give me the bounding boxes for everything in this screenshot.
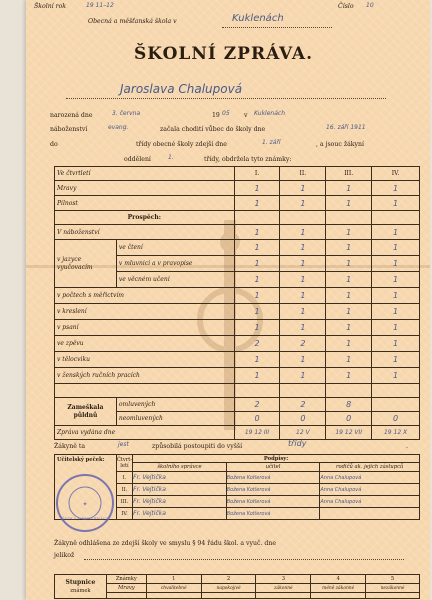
scale-num: 4 xyxy=(311,575,366,584)
grade-cell: 1 xyxy=(326,320,372,336)
grade-row-psani xyxy=(55,320,420,336)
born-date: 3. června xyxy=(112,110,141,117)
grade-cell: 1 xyxy=(234,352,280,368)
row-label: v kreslení xyxy=(55,304,235,320)
missed-excused-row xyxy=(55,398,420,412)
row-label: v počtech s měřictvím xyxy=(55,288,235,304)
grade-cell: 0 xyxy=(372,412,420,426)
grade-row-telocvik xyxy=(55,352,420,368)
grade-cell: 1 xyxy=(280,256,326,272)
grade-cell: 1 xyxy=(234,304,280,320)
grade-cell: 1 xyxy=(372,225,420,240)
grade-row-rucni-prace xyxy=(55,368,420,384)
parent-signature: Anna Chalupová xyxy=(320,472,420,484)
teacher-signature: Božena Kotlerová xyxy=(226,508,320,520)
grade-cell: 1 xyxy=(234,288,280,304)
grade-row-pilnost xyxy=(55,196,420,211)
grade-cell: 1 xyxy=(280,196,326,211)
admin-signature: Fr. Vejtička xyxy=(133,508,227,520)
row-label: ve čtení xyxy=(116,240,234,256)
place-line xyxy=(222,27,332,28)
col-admin: školního správce xyxy=(133,463,227,472)
school-year-label: Školní rok xyxy=(34,3,67,10)
grade-cell: 0 xyxy=(234,412,280,426)
grade-cell: 1 xyxy=(280,240,326,256)
grade-cell: 2 xyxy=(280,398,326,412)
quarter-header: Ve čtvrtletí xyxy=(55,167,235,181)
excused-label: omluvených xyxy=(116,398,234,412)
quarter-num: I. xyxy=(116,472,132,484)
scale-word: chvalitebné xyxy=(146,584,201,593)
school-stamp xyxy=(56,474,114,532)
scale-title-line2: známek xyxy=(70,587,91,594)
grade-cell: 1 xyxy=(372,368,420,384)
grade-cell: 2 xyxy=(280,336,326,352)
place-label: v xyxy=(244,112,248,119)
grade-cell: 1 xyxy=(326,181,372,196)
religion-label: náboženství xyxy=(50,126,88,133)
quarter-2-header: II. xyxy=(280,167,326,181)
class-label: třídy obecné školy zdejší dne xyxy=(136,141,227,148)
number-value: 10 xyxy=(366,2,374,9)
grade-cell: 1 xyxy=(326,368,372,384)
school-type-label: Obecná a měšťanská škola v xyxy=(88,18,177,25)
class-value: 1. září xyxy=(262,139,281,146)
parent-signature: Anna Chalupová xyxy=(320,496,420,508)
issued-row xyxy=(55,426,420,440)
row-label: v tělocviku xyxy=(55,352,235,368)
issued-date: 19 12 VII xyxy=(326,426,372,440)
row-label: Pilnost xyxy=(55,196,235,211)
student-name: Jaroslava Chalupová xyxy=(120,82,243,96)
grade-cell: 1 xyxy=(326,256,372,272)
teacher-signature: Božena Kotlerová xyxy=(226,472,320,484)
grade-cell: 1 xyxy=(234,181,280,196)
grade-cell: 1 xyxy=(280,320,326,336)
col-teacher: učitel xyxy=(226,463,320,472)
grade-row-mravy xyxy=(55,181,420,196)
teacher-signature: Božena Kotlerová xyxy=(226,484,320,496)
eligibility-prefix: Žákyně ta xyxy=(54,443,86,450)
eligibility-value: jest xyxy=(118,441,129,448)
eligibility-class: třídy xyxy=(288,439,307,448)
grade-cell: 1 xyxy=(326,240,372,256)
row-label: ve věcném učení xyxy=(116,272,234,288)
eligibility-suffix: . xyxy=(406,443,408,450)
grade-cell: 1 xyxy=(234,272,280,288)
missed-label: Zameškala půldnů xyxy=(55,398,117,426)
grade-row-cteni xyxy=(55,240,420,256)
born-label: narozená dne xyxy=(50,112,93,119)
quarter-num: II. xyxy=(116,484,132,496)
grade-cell: 1 xyxy=(372,240,420,256)
quarter-4-header: IV. xyxy=(372,167,420,181)
scale-num: 2 xyxy=(201,575,256,584)
dept-value: 1. xyxy=(168,154,174,161)
scale-num: 3 xyxy=(256,575,311,584)
scale-word: méně zákonné xyxy=(311,584,366,593)
parent-signature: Anna Chalupová xyxy=(320,484,420,496)
issued-label: Zpráva vydána dne xyxy=(55,426,235,440)
grade-cell: 1 xyxy=(280,272,326,288)
grade-cell: 1 xyxy=(234,240,280,256)
grade-cell: 1 xyxy=(372,336,420,352)
row-label: Mravy xyxy=(55,181,235,196)
scale-title-line1: Stupnice xyxy=(65,578,96,586)
grade-cell: 1 xyxy=(326,336,372,352)
unexcused-label: neomluvených xyxy=(116,412,234,426)
grade-scale-table xyxy=(54,574,420,599)
school-place: Kuklenách xyxy=(232,13,284,24)
signatures-label: Podpisy: xyxy=(133,455,420,463)
number-label: Číslo xyxy=(338,3,354,10)
grade-cell: 0 xyxy=(280,412,326,426)
grade-cell: 1 xyxy=(372,272,420,288)
grade-cell: 1 xyxy=(372,320,420,336)
grade-cell: 1 xyxy=(326,352,372,368)
grade-cell: 1 xyxy=(326,272,372,288)
teacher-signature: Božena Kotlerová xyxy=(226,496,320,508)
progress-header: Prospěch: xyxy=(55,211,235,225)
quarter-col-label: Čtvrt-letí xyxy=(116,455,132,472)
scale-title xyxy=(55,575,107,599)
start-label: začala chodití vůbec do školy dne xyxy=(160,126,266,133)
grade-cell: 1 xyxy=(372,256,420,272)
row-label: v psaní xyxy=(55,320,235,336)
grade-cell xyxy=(372,398,420,412)
issued-date: 19 12 X xyxy=(372,426,420,440)
grade-cell: 1 xyxy=(372,304,420,320)
grade-row-kresleni xyxy=(55,304,420,320)
grade-cell: 1 xyxy=(326,196,372,211)
school-report-document xyxy=(26,0,430,600)
row-label: ve zpěvu xyxy=(55,336,235,352)
grade-cell: 1 xyxy=(326,288,372,304)
until-label: do xyxy=(50,141,58,148)
scale-word: napokojivé xyxy=(201,584,256,593)
grade-cell: 0 xyxy=(326,412,372,426)
start-value: 16. září 1911 xyxy=(326,124,366,131)
admin-signature: Fr. Vejtička xyxy=(133,496,227,508)
grade-cell: 1 xyxy=(326,304,372,320)
grade-cell: 1 xyxy=(234,256,280,272)
grade-cell: 1 xyxy=(372,181,420,196)
grade-cell: 1 xyxy=(234,320,280,336)
scale-word: zákonné xyxy=(256,584,311,593)
row-label: V náboženství xyxy=(55,225,235,240)
grade-cell: 1 xyxy=(280,304,326,320)
reason-line xyxy=(84,559,404,560)
grade-cell: 1 xyxy=(234,225,280,240)
religion-value: evang. xyxy=(108,124,129,131)
grade-cell: 8 xyxy=(326,398,372,412)
scale-num: 5 xyxy=(366,575,420,584)
quarter-3-header: III. xyxy=(326,167,372,181)
quarter-1-header: I. xyxy=(234,167,280,181)
eligibility-middle: způsobilá postoupiti do vyšší xyxy=(152,443,243,450)
admin-signature: Fr. Vejtička xyxy=(133,484,227,496)
col-parent: rodičů ak. jejich zástupců xyxy=(320,463,420,472)
admin-signature: Fr. Vejtička xyxy=(133,472,227,484)
teacher-seal-label: Učitelský peček: xyxy=(55,455,117,520)
grade-cell: 1 xyxy=(372,288,420,304)
attend-label: , a jsouc žákyní xyxy=(316,141,364,148)
grade-row-zpev xyxy=(55,336,420,352)
name-line xyxy=(66,98,386,99)
grade-cell: 1 xyxy=(326,225,372,240)
grade-cell: 2 xyxy=(234,398,280,412)
grade-cell: 1 xyxy=(234,196,280,211)
place-value: Kuklenách xyxy=(254,110,285,117)
year-label: 19 xyxy=(212,112,220,119)
grade-row-pocty xyxy=(55,288,420,304)
year-value: 05 xyxy=(222,110,230,117)
grade-cell: 1 xyxy=(372,196,420,211)
grade-cell: 1 xyxy=(280,181,326,196)
withdrawal-text: Žákyně odhlášena ze zdejší školy ve smyslu § 94 řádu škol. a vyuč. dne xyxy=(54,540,276,547)
language-group-label: v jazyce vyučovacím xyxy=(55,240,117,288)
grades-table xyxy=(54,166,420,440)
scale-num: 1 xyxy=(146,575,201,584)
svg-text:✦: ✦ xyxy=(82,501,88,508)
grades-intro: třídy, obdržela tyto známky: xyxy=(204,156,292,163)
stamp-text: ŠKOLA V KUKLENÁCH xyxy=(62,516,110,521)
school-year-value: 19 11–12 xyxy=(86,2,114,9)
grade-cell: 1 xyxy=(280,288,326,304)
grade-row-nabozenstvi xyxy=(55,225,420,240)
grade-cell: 2 xyxy=(234,336,280,352)
grade-cell: 1 xyxy=(372,352,420,368)
grade-cell: 1 xyxy=(280,352,326,368)
issued-date: 19 12 III xyxy=(234,426,280,440)
row-label: v ženských ručních pracích xyxy=(55,368,235,384)
parent-signature xyxy=(320,508,420,520)
quarter-num: III. xyxy=(116,496,132,508)
page-title: ŠKOLNÍ ZPRÁVA. xyxy=(134,44,314,64)
grade-cell: 1 xyxy=(280,368,326,384)
dept-label: oddělení xyxy=(124,156,151,163)
scale-row-label: Mravy xyxy=(106,584,146,593)
scale-word: nezákonné xyxy=(366,584,420,593)
issued-date: 12 V xyxy=(280,426,326,440)
scale-head: Známky xyxy=(106,575,146,584)
withdrawal-reason-label: jelikož xyxy=(54,552,75,559)
grade-cell: 1 xyxy=(280,225,326,240)
quarter-num: IV. xyxy=(116,508,132,520)
grade-cell: 1 xyxy=(234,368,280,384)
row-label: v mluvnici a v pravopise xyxy=(116,256,234,272)
